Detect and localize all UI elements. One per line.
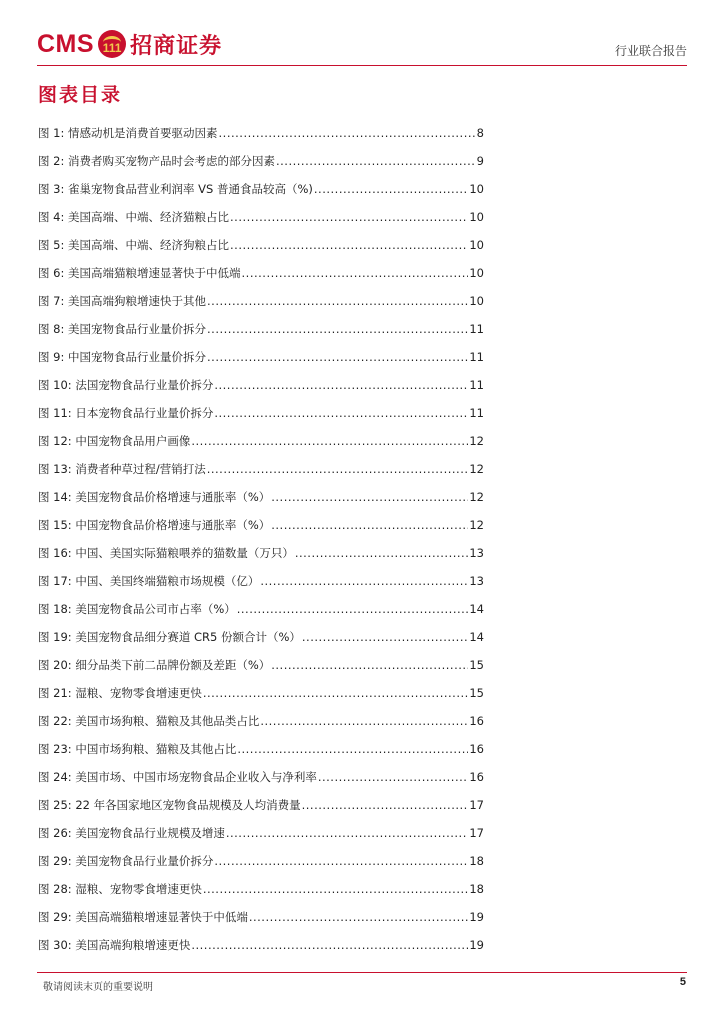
toc-dot-leader [237,602,469,616]
toc-entry[interactable] [38,315,484,343]
toc-entry-label: 图 13: 消费者种草过程/营销打法 [38,462,206,476]
toc-entry-label: 图 30: 美国高端狗粮增速更快 [38,938,191,952]
toc-entry-page: 12 [469,462,484,476]
toc-entry[interactable] [38,455,484,483]
toc-entry-page: 10 [469,182,484,196]
toc-dot-leader [203,686,469,700]
toc-entry-label: 图 26: 美国宠物食品行业规模及增速 [38,826,225,840]
toc-entry-page: 16 [469,742,484,756]
toc-entry-page: 14 [469,602,484,616]
toc-dot-leader [214,406,468,420]
toc-dot-leader [271,490,468,504]
toc-entry[interactable] [38,903,484,931]
toc-dot-leader [207,322,468,336]
toc-dot-leader [302,798,469,812]
toc-entry-label: 图 7: 美国高端狗粮增速快于其他 [38,294,207,308]
toc-entry[interactable] [38,763,484,791]
toc-entry-page: 8 [476,126,484,140]
toc-title: 图表目录 [38,84,123,106]
toc-dot-leader [249,910,469,924]
header-divider [37,65,687,66]
toc-entry[interactable] [38,931,484,959]
toc-entry[interactable] [38,427,484,455]
toc-entry-label: 图 17: 中国、美国终端猫粮市场规模（亿） [38,574,260,588]
toc-dot-leader [295,546,469,560]
footer-disclaimer-note: 敬请阅读末页的重要说明 [43,982,153,993]
toc-entry[interactable] [38,483,484,511]
toc-entry-page: 16 [469,770,484,784]
toc-entry[interactable] [38,399,484,427]
toc-entry[interactable] [38,371,484,399]
toc-dot-leader [191,434,468,448]
toc-entry-label: 图 15: 中国宠物食品价格增速与通胀率（%） [38,518,271,532]
toc-entry-page: 15 [469,686,484,700]
toc-dot-leader [237,742,468,756]
toc-entry-page: 12 [469,518,484,532]
toc-entry[interactable] [38,203,484,231]
toc-entry[interactable] [38,147,484,175]
page-number: 5 [679,976,686,988]
toc-entry-label: 图 14: 美国宠物食品价格增速与通胀率（%） [38,490,271,504]
toc-entry-page: 18 [469,882,484,896]
toc-dot-leader [207,294,468,308]
toc-dot-leader [214,854,468,868]
toc-entry-page: 15 [469,658,484,672]
toc-entry-label: 图 6: 美国高端猫粮增速显著快于中低端 [38,266,241,280]
toc-entry-page: 10 [469,210,484,224]
toc-dot-leader [203,882,469,896]
toc-entry-page: 16 [469,714,484,728]
toc-entry[interactable] [38,539,484,567]
toc-entry-label: 图 8: 美国宠物食品行业量价拆分 [38,322,207,336]
logo-emblem-icon [98,30,126,58]
toc-entry-page: 10 [469,294,484,308]
toc-entry-page: 11 [469,406,484,420]
toc-entry[interactable] [38,735,484,763]
toc-entry[interactable] [38,567,484,595]
toc-entry-label: 图 18: 美国宠物食品公司市占率（%） [38,602,236,616]
toc-entry[interactable] [38,343,484,371]
toc-entry-label: 图 4: 美国高端、中端、经济猫粮占比 [38,210,230,224]
toc-entry-page: 19 [469,910,484,924]
toc-entry[interactable] [38,231,484,259]
toc-dot-leader [230,238,468,252]
footer-divider [37,972,687,973]
toc-entry[interactable] [38,119,484,147]
company-logo [37,28,222,60]
toc-entry-label: 图 16: 中国、美国实际猫粮喂养的猫数量（万只） [38,546,294,560]
toc-dot-leader [207,350,468,364]
toc-entry-page: 12 [469,490,484,504]
toc-dot-leader [302,630,468,644]
toc-entry-label: 图 19: 美国宠物食品细分赛道 CR5 份额合计（%） [38,630,301,644]
toc-dot-leader [191,938,468,952]
toc-entry-page: 11 [469,378,484,392]
toc-dot-leader [219,126,476,140]
toc-entry[interactable] [38,287,484,315]
toc-dot-leader [260,714,468,728]
toc-entry[interactable] [38,707,484,735]
logo-emblem-text: 111 [102,41,122,55]
toc-entry-page: 11 [469,350,484,364]
toc-entry[interactable] [38,511,484,539]
toc-entry-label: 图 21: 湿粮、宠物零食增速更快 [38,686,202,700]
toc-entry-page: 13 [469,546,484,560]
toc-entry[interactable] [38,819,484,847]
toc-entry[interactable] [38,791,484,819]
toc-entry[interactable] [38,679,484,707]
toc-entry-page: 13 [469,574,484,588]
toc-dot-leader [230,210,468,224]
toc-entry-label: 图 22: 美国市场狗粮、猫粮及其他品类占比 [38,714,260,728]
toc-entry-page: 19 [469,938,484,952]
toc-entry[interactable] [38,651,484,679]
toc-dot-leader [226,826,469,840]
toc-entry-page: 14 [469,630,484,644]
toc-entry-page: 11 [469,322,484,336]
toc-entry-label: 图 10: 法国宠物食品行业量价拆分 [38,378,214,392]
toc-entry-label: 图 23: 中国市场狗粮、猫粮及其他占比 [38,742,237,756]
toc-entry-page: 17 [469,798,484,812]
toc-entry-label: 图 9: 中国宠物食品行业量价拆分 [38,350,207,364]
report-type-label: 行业联合报告 [614,44,687,58]
toc-entry-label: 图 29: 美国高端猫粮增速显著快于中低端 [38,910,248,924]
toc-entry-page: 10 [469,238,484,252]
toc-dot-leader [276,154,476,168]
toc-entry[interactable] [38,595,484,623]
toc-dot-leader [260,574,468,588]
toc-dot-leader [242,266,469,280]
toc-dot-leader [318,770,469,784]
toc-entry-label: 图 25: 22 年各国家地区宠物食品规模及人均消费量 [38,798,301,812]
toc-entry-page: 18 [469,854,484,868]
toc-dot-leader [207,462,469,476]
toc-entry-label: 图 20: 细分品类下前二品牌份额及差距（%） [38,658,271,672]
logo-company-name: 招商证券 [130,33,223,59]
toc-entry-page: 10 [469,266,484,280]
toc-entry[interactable] [38,259,484,287]
toc-dot-leader [271,658,468,672]
toc-entry-label: 图 1: 情感动机是消费首要驱动因素 [38,126,218,140]
toc-entry-page: 17 [469,826,484,840]
toc-entry-label: 图 12: 中国宠物食品用户画像 [38,434,191,448]
toc-entry-page: 9 [476,154,484,168]
toc-entry[interactable] [38,623,484,651]
toc-entry[interactable] [38,847,484,875]
logo-cms-text: CMS [37,29,95,58]
toc-entry-label: 图 3: 雀巢宠物食品营业利润率 VS 普通食品较高（%) [38,182,313,196]
toc-entry-label: 图 28: 湿粮、宠物零食增速更快 [38,882,202,896]
toc-entry-label: 图 2: 消费者购买宠物产品时会考虑的部分因素 [38,154,275,168]
toc-entry-label: 图 11: 日本宠物食品行业量价拆分 [38,406,214,420]
page-header [37,24,687,66]
toc-entry-label: 图 24: 美国市场、中国市场宠物食品企业收入与净利率 [38,770,317,784]
toc-entry-label: 图 29: 美国宠物食品行业量价拆分 [38,854,214,868]
toc-entry-page: 12 [469,434,484,448]
figure-table-of-contents [38,119,484,959]
toc-dot-leader [214,378,468,392]
toc-dot-leader [314,182,468,196]
toc-entry-label: 图 5: 美国高端、中端、经济狗粮占比 [38,238,230,252]
toc-dot-leader [271,518,468,532]
toc-entry[interactable] [38,175,484,203]
toc-entry[interactable] [38,875,484,903]
